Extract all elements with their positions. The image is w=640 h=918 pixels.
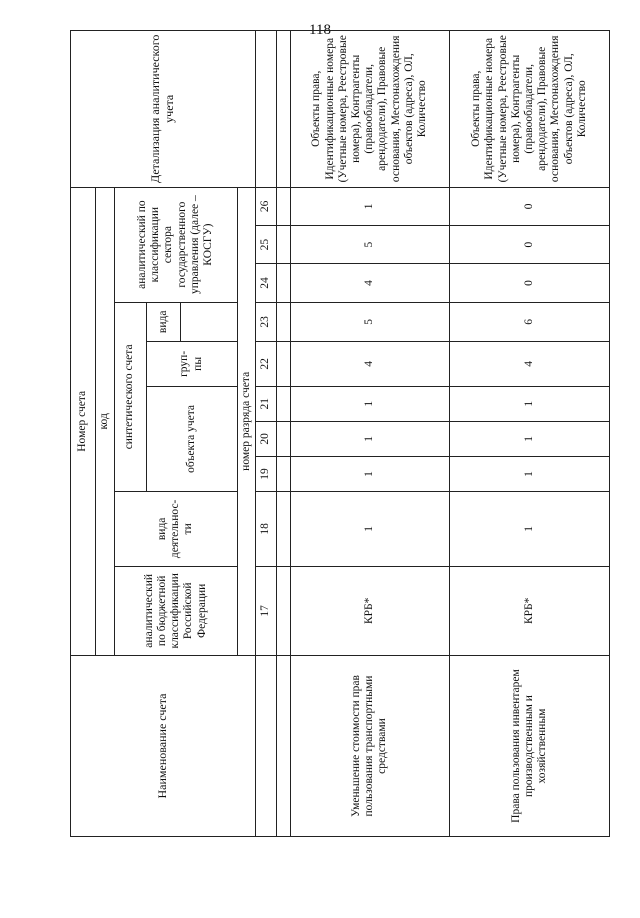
row-cell: 0 <box>450 187 610 225</box>
row-cell: 0 <box>450 226 610 264</box>
spacer-cell <box>276 456 290 491</box>
header-budget-analytic: аналитический по бюджетной классификации Российской Федерации <box>114 566 237 655</box>
row-cell: 5 <box>290 302 450 341</box>
row-cell: 1 <box>290 421 450 456</box>
spacer-cell <box>276 226 290 264</box>
row-cell: 5 <box>290 226 450 264</box>
header-account-number: Номер счета <box>71 187 96 655</box>
header-digit-number: номер разряда счета <box>237 187 256 655</box>
row-cell: КРБ* <box>450 566 610 655</box>
header-code: код <box>96 187 115 655</box>
col-number: 22 <box>256 342 277 387</box>
header-kind-spacer <box>180 302 237 341</box>
col-number: 17 <box>256 566 277 655</box>
row-cell: 4 <box>290 264 450 302</box>
row-cell: 6 <box>450 302 610 341</box>
spacer-cell <box>276 492 290 567</box>
col-number: 18 <box>256 492 277 567</box>
spacer-cell <box>276 31 290 188</box>
spacer-cell <box>276 566 290 655</box>
header-account-name: Наименование счета <box>71 656 256 837</box>
col-number: 19 <box>256 456 277 491</box>
row-account-name: Права пользования инвентарем производственным и хозяйственным <box>450 656 610 837</box>
spacer-cell <box>276 342 290 387</box>
col-num-blank-right <box>256 31 277 188</box>
col-number: 23 <box>256 302 277 341</box>
spacer-cell <box>276 302 290 341</box>
header-kosgu: аналитический по классификации сектора государственного управления (далее – КОСГУ) <box>114 187 237 302</box>
row-cell: 4 <box>290 342 450 387</box>
header-kind: вида <box>146 302 180 341</box>
col-number: 24 <box>256 264 277 302</box>
header-activity-type: вида деятельнос-ти <box>114 492 237 567</box>
row-cell: 1 <box>450 386 610 421</box>
row-cell: 1 <box>290 492 450 567</box>
row-detail: Объекты права, Идентификационные номера (Учетные номера, Реестровые номера), Контрагенты (правообладатели, арендодатели), Правовые основания, Местонахождения объектов (адреса), ОЛ, Количество <box>290 31 450 188</box>
row-cell: 1 <box>290 386 450 421</box>
row-account-name: Уменьшение стоимости прав пользования транспортными средствами <box>290 656 450 837</box>
col-number: 26 <box>256 187 277 225</box>
spacer-cell <box>276 421 290 456</box>
row-cell: 4 <box>450 342 610 387</box>
col-number: 20 <box>256 421 277 456</box>
col-number: 25 <box>256 226 277 264</box>
spacer-cell <box>276 656 290 837</box>
spacer-cell <box>276 264 290 302</box>
col-num-blank-left <box>256 656 277 837</box>
table-row <box>450 31 610 837</box>
spacer-cell <box>276 386 290 421</box>
table-row <box>290 31 450 837</box>
row-cell: 0 <box>450 264 610 302</box>
row-cell: 1 <box>450 492 610 567</box>
header-object: объекта учета <box>146 386 237 491</box>
account-table <box>70 30 610 837</box>
spacer-cell <box>276 187 290 225</box>
header-synthetic: синтетического счета <box>114 302 146 491</box>
col-number: 21 <box>256 386 277 421</box>
row-detail: Объекты права, Идентификационные номера (Учетные номера, Реестровые номера), Контрагенты (правообладатели, арендодатели), Правовые основания, Местонахождения объектов (адреса), ОЛ, Количество <box>450 31 610 188</box>
rotated-table-wrapper <box>70 30 610 837</box>
page-number: 118 <box>309 22 331 38</box>
row-cell: 1 <box>290 187 450 225</box>
row-cell: 1 <box>450 421 610 456</box>
row-cell: КРБ* <box>290 566 450 655</box>
row-cell: 1 <box>290 456 450 491</box>
row-cell: 1 <box>450 456 610 491</box>
header-detail: Детализация аналитического учета <box>71 31 256 188</box>
header-group: груп-пы <box>146 342 237 387</box>
